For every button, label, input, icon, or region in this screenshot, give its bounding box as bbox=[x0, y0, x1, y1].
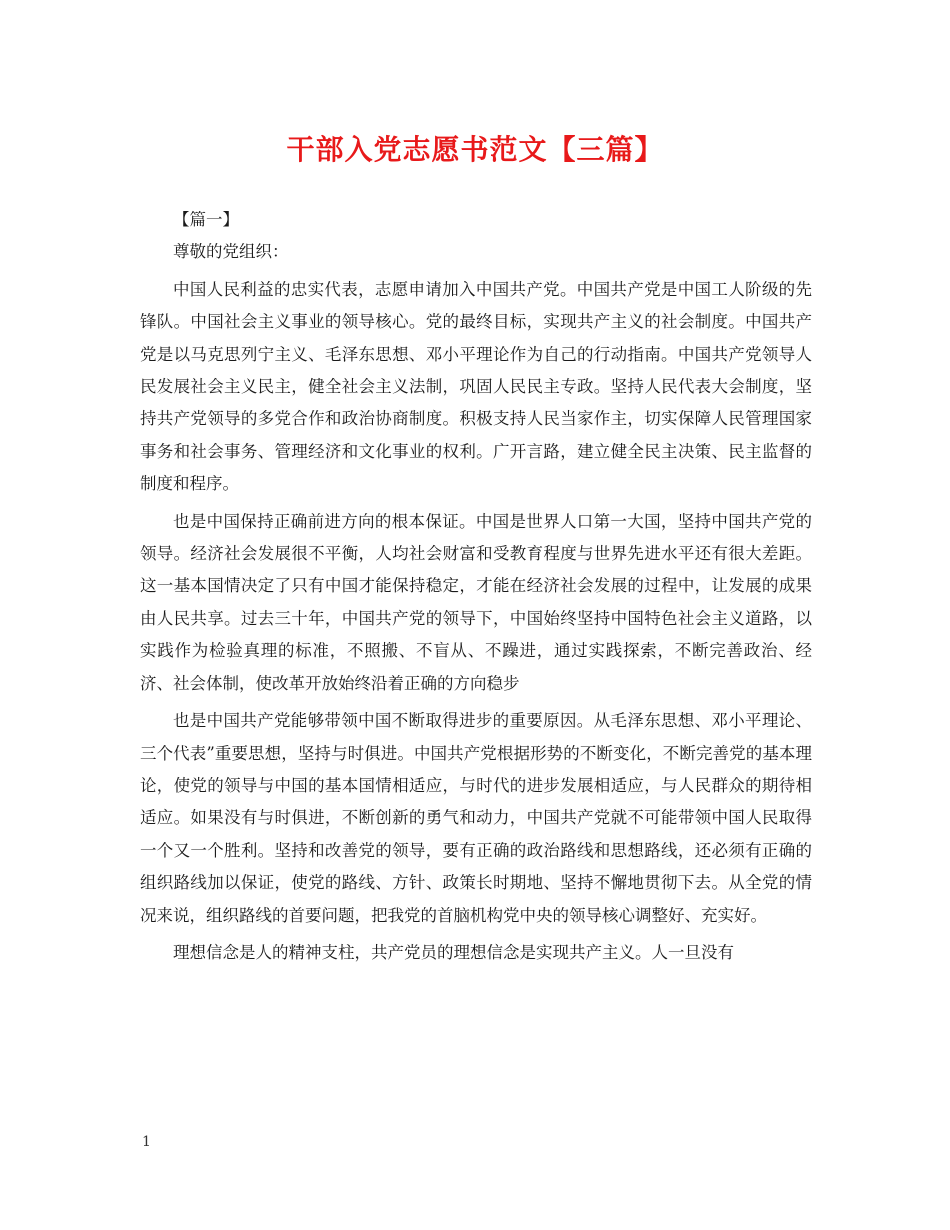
salutation: 尊敬的党组织： bbox=[173, 242, 289, 262]
body-paragraph-1: 中国人民利益的忠实代表，志愿申请加入中国共产党。中国共产党是中国工人阶级的先锋队。中国社会主义事业的领导核心。党的最终目标，实现共产主义的社会制度。中国共产党是以马克思列宁主义、毛泽东思想、邓小平理论作为自己的行动指南。中国共产党领导人民发展社会主义民主，健全社会主义法制，巩固人民民主专政。坚持人民代表大会制度，坚持共产党领导的多党合作和政治协商制度。积极支持人民当家作主，切实保障人民管理国家事务和社会事务、管理经济和文化事业的权利。广开言路，建立健全民主决策、民主监督的制度和程序。 bbox=[140, 279, 812, 494]
body-paragraph-3: 也是中国共产党能够带领中国不断取得进步的重要原因。从毛泽东思想、邓小平理论、三个代表”重要思想，坚持与时俱进。中国共产党根据形势的不断变化，不断完善党的基本理论，使党的领导与中国的基本国情相适应，与时代的进步发展相适应，与人民群众的期待相适应。如果没有与时俱进，不断创新的勇气和动力，中国共产党就不可能带领中国人民取得一个又一个胜利。坚持和改善党的领导，要有正确的政治路线和思想路线，还必须有正确的组织路线加以保证，使党的路线、方针、政策长时期地、坚持不懈地贯彻下去。从全党的情况来说，组织路线的首要问题，把我党的首脑机构党中央的领导核心调整好、充实好。 bbox=[140, 711, 812, 925]
document-title: 干部入党志愿书范文【三篇】 bbox=[286, 133, 664, 166]
body-paragraph-2: 也是中国保持正确前进方向的根本保证。中国是世界人口第一大国，坚持中国共产党的领导。经济社会发展很不平衡，人均社会财富和受教育程度与世界先进水平还有很大差距。这一基本国情决定了只有中国才能保持稳定，才能在经济社会发展的过程中，让发展的成果由人民共享。过去三十年，中国共产党的领导下，中国始终坚持中国特色社会主义道路，以实践作为检验真理的标准，不照搬、不盲从、不躁进，通过实践探索，不断完善政治、经济、社会体制，使改革开放始终沿着正确的方向稳步 bbox=[140, 511, 812, 693]
page-number: 1 bbox=[142, 1134, 151, 1150]
body-paragraph-4: 理想信念是人的精神支柱，共产党员的理想信念是实现共产主义。人一旦没有 bbox=[173, 942, 734, 962]
document-body bbox=[140, 204, 812, 969]
section-label: 【篇一】 bbox=[173, 210, 239, 229]
